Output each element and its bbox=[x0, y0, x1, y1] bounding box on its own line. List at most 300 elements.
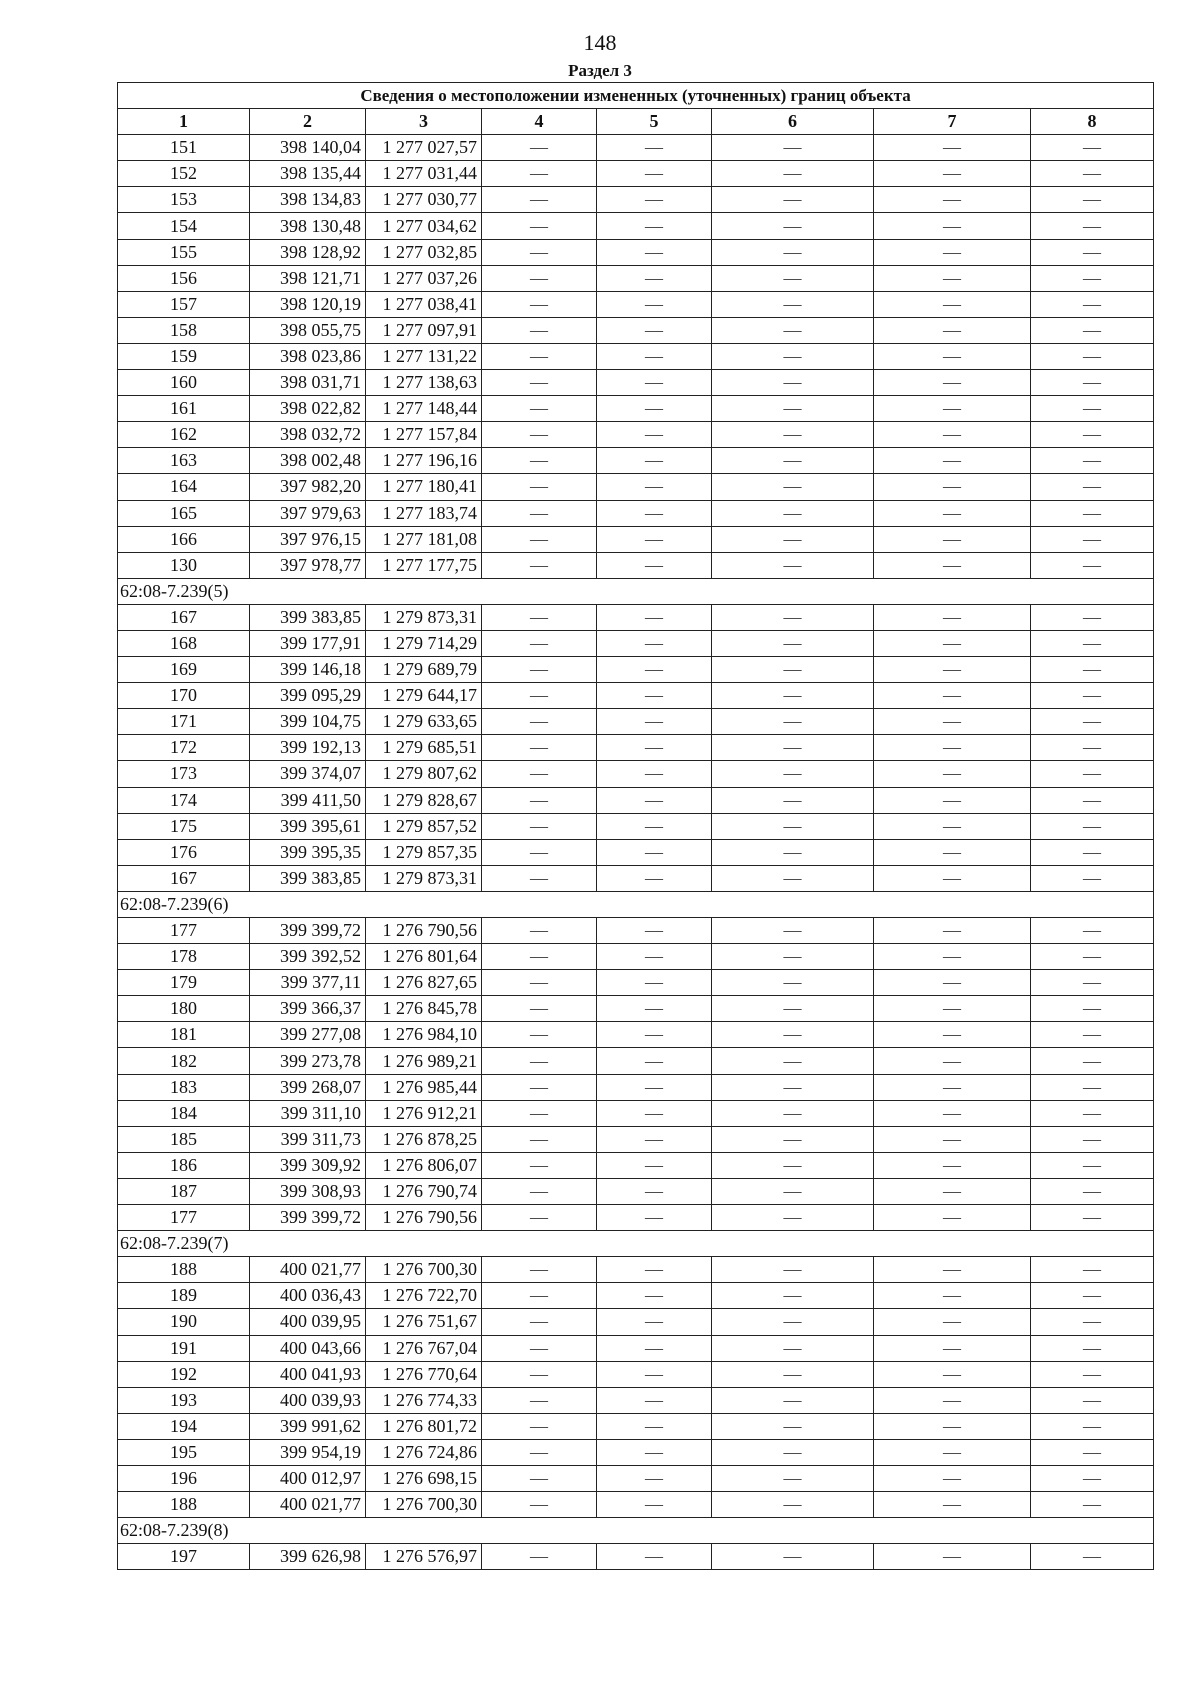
empty-value-cell: — bbox=[874, 1126, 1031, 1152]
empty-value-cell: — bbox=[712, 187, 874, 213]
empty-value-cell: — bbox=[874, 135, 1031, 161]
x-coordinate-cell: 399 395,61 bbox=[250, 813, 366, 839]
x-coordinate-cell: 399 192,13 bbox=[250, 735, 366, 761]
empty-value-cell: — bbox=[597, 1022, 712, 1048]
empty-value-cell: — bbox=[712, 1413, 874, 1439]
table-row bbox=[118, 1205, 1154, 1231]
y-coordinate-cell: 1 279 873,31 bbox=[366, 604, 482, 630]
table-row bbox=[118, 657, 1154, 683]
empty-value-cell: — bbox=[597, 683, 712, 709]
table-row bbox=[118, 1309, 1154, 1335]
empty-value-cell: — bbox=[874, 1387, 1031, 1413]
point-number-cell: 153 bbox=[118, 187, 250, 213]
y-coordinate-cell: 1 277 031,44 bbox=[366, 161, 482, 187]
empty-value-cell: — bbox=[482, 448, 597, 474]
empty-value-cell: — bbox=[1031, 683, 1154, 709]
empty-value-cell: — bbox=[874, 709, 1031, 735]
point-number-cell: 191 bbox=[118, 1335, 250, 1361]
empty-value-cell: — bbox=[1031, 918, 1154, 944]
point-number-cell: 173 bbox=[118, 761, 250, 787]
y-coordinate-cell: 1 276 912,21 bbox=[366, 1100, 482, 1126]
empty-value-cell: — bbox=[597, 135, 712, 161]
empty-value-cell: — bbox=[482, 526, 597, 552]
table-row bbox=[118, 370, 1154, 396]
table-row bbox=[118, 552, 1154, 578]
table-row bbox=[118, 761, 1154, 787]
empty-value-cell: — bbox=[874, 552, 1031, 578]
empty-value-cell: — bbox=[1031, 761, 1154, 787]
empty-value-cell: — bbox=[597, 396, 712, 422]
empty-value-cell: — bbox=[712, 970, 874, 996]
x-coordinate-cell: 399 273,78 bbox=[250, 1048, 366, 1074]
empty-value-cell: — bbox=[482, 161, 597, 187]
empty-value-cell: — bbox=[874, 1413, 1031, 1439]
empty-value-cell: — bbox=[712, 996, 874, 1022]
table-caption-row bbox=[118, 83, 1154, 109]
y-coordinate-cell: 1 277 196,16 bbox=[366, 448, 482, 474]
group-header-row bbox=[118, 891, 1154, 917]
point-number-cell: 166 bbox=[118, 526, 250, 552]
y-coordinate-cell: 1 276 790,56 bbox=[366, 918, 482, 944]
empty-value-cell: — bbox=[874, 265, 1031, 291]
empty-value-cell: — bbox=[712, 1257, 874, 1283]
empty-value-cell: — bbox=[874, 761, 1031, 787]
empty-value-cell: — bbox=[874, 474, 1031, 500]
point-number-cell: 180 bbox=[118, 996, 250, 1022]
y-coordinate-cell: 1 276 801,64 bbox=[366, 944, 482, 970]
x-coordinate-cell: 399 399,72 bbox=[250, 1205, 366, 1231]
empty-value-cell: — bbox=[1031, 422, 1154, 448]
y-coordinate-cell: 1 276 790,56 bbox=[366, 1205, 482, 1231]
empty-value-cell: — bbox=[874, 343, 1031, 369]
table-row bbox=[118, 1257, 1154, 1283]
empty-value-cell: — bbox=[874, 787, 1031, 813]
empty-value-cell: — bbox=[1031, 604, 1154, 630]
empty-value-cell: — bbox=[597, 213, 712, 239]
table-row bbox=[118, 1048, 1154, 1074]
x-coordinate-cell: 399 308,93 bbox=[250, 1178, 366, 1204]
empty-value-cell: — bbox=[712, 448, 874, 474]
empty-value-cell: — bbox=[874, 657, 1031, 683]
empty-value-cell: — bbox=[482, 1100, 597, 1126]
empty-value-cell: — bbox=[874, 1257, 1031, 1283]
empty-value-cell: — bbox=[482, 813, 597, 839]
x-coordinate-cell: 398 121,71 bbox=[250, 265, 366, 291]
x-coordinate-cell: 398 120,19 bbox=[250, 291, 366, 317]
y-coordinate-cell: 1 276 827,65 bbox=[366, 970, 482, 996]
group-header-row bbox=[118, 1518, 1154, 1544]
group-header-row bbox=[118, 1231, 1154, 1257]
empty-value-cell: — bbox=[1031, 526, 1154, 552]
point-number-cell: 185 bbox=[118, 1126, 250, 1152]
point-number-cell: 187 bbox=[118, 1178, 250, 1204]
empty-value-cell: — bbox=[597, 970, 712, 996]
empty-value-cell: — bbox=[1031, 787, 1154, 813]
table-row bbox=[118, 1074, 1154, 1100]
empty-value-cell: — bbox=[482, 422, 597, 448]
empty-value-cell: — bbox=[874, 396, 1031, 422]
empty-value-cell: — bbox=[1031, 1100, 1154, 1126]
empty-value-cell: — bbox=[597, 709, 712, 735]
column-header-3: 3 bbox=[366, 109, 482, 135]
empty-value-cell: — bbox=[874, 1309, 1031, 1335]
empty-value-cell: — bbox=[482, 239, 597, 265]
point-number-cell: 183 bbox=[118, 1074, 250, 1100]
x-coordinate-cell: 398 002,48 bbox=[250, 448, 366, 474]
y-coordinate-cell: 1 277 030,77 bbox=[366, 187, 482, 213]
point-number-cell: 192 bbox=[118, 1361, 250, 1387]
empty-value-cell: — bbox=[712, 1074, 874, 1100]
cadastral-group-label: 62:08-7.239(7) bbox=[118, 1231, 1154, 1257]
table-row bbox=[118, 709, 1154, 735]
empty-value-cell: — bbox=[1031, 1283, 1154, 1309]
y-coordinate-cell: 1 276 576,97 bbox=[366, 1544, 482, 1570]
empty-value-cell: — bbox=[1031, 1439, 1154, 1465]
empty-value-cell: — bbox=[712, 1152, 874, 1178]
empty-value-cell: — bbox=[1031, 343, 1154, 369]
table-row bbox=[118, 343, 1154, 369]
empty-value-cell: — bbox=[1031, 291, 1154, 317]
point-number-cell: 167 bbox=[118, 604, 250, 630]
empty-value-cell: — bbox=[597, 291, 712, 317]
empty-value-cell: — bbox=[874, 1439, 1031, 1465]
empty-value-cell: — bbox=[712, 474, 874, 500]
empty-value-cell: — bbox=[874, 1361, 1031, 1387]
empty-value-cell: — bbox=[874, 291, 1031, 317]
table-row bbox=[118, 970, 1154, 996]
y-coordinate-cell: 1 276 801,72 bbox=[366, 1413, 482, 1439]
x-coordinate-cell: 398 135,44 bbox=[250, 161, 366, 187]
group-header-row bbox=[118, 578, 1154, 604]
x-coordinate-cell: 400 036,43 bbox=[250, 1283, 366, 1309]
empty-value-cell: — bbox=[597, 761, 712, 787]
point-number-cell: 151 bbox=[118, 135, 250, 161]
empty-value-cell: — bbox=[712, 552, 874, 578]
point-number-cell: 178 bbox=[118, 944, 250, 970]
empty-value-cell: — bbox=[1031, 370, 1154, 396]
empty-value-cell: — bbox=[1031, 839, 1154, 865]
empty-value-cell: — bbox=[1031, 735, 1154, 761]
y-coordinate-cell: 1 276 878,25 bbox=[366, 1126, 482, 1152]
table-body bbox=[118, 135, 1154, 1570]
y-coordinate-cell: 1 277 157,84 bbox=[366, 422, 482, 448]
empty-value-cell: — bbox=[482, 1335, 597, 1361]
x-coordinate-cell: 399 177,91 bbox=[250, 630, 366, 656]
empty-value-cell: — bbox=[597, 1439, 712, 1465]
x-coordinate-cell: 399 146,18 bbox=[250, 657, 366, 683]
empty-value-cell: — bbox=[874, 317, 1031, 343]
empty-value-cell: — bbox=[597, 657, 712, 683]
point-number-cell: 186 bbox=[118, 1152, 250, 1178]
empty-value-cell: — bbox=[597, 526, 712, 552]
empty-value-cell: — bbox=[712, 1465, 874, 1491]
x-coordinate-cell: 399 991,62 bbox=[250, 1413, 366, 1439]
table-row bbox=[118, 213, 1154, 239]
empty-value-cell: — bbox=[482, 1048, 597, 1074]
table-row bbox=[118, 291, 1154, 317]
table-row bbox=[118, 1387, 1154, 1413]
empty-value-cell: — bbox=[1031, 265, 1154, 291]
x-coordinate-cell: 397 976,15 bbox=[250, 526, 366, 552]
x-coordinate-cell: 398 031,71 bbox=[250, 370, 366, 396]
y-coordinate-cell: 1 276 845,78 bbox=[366, 996, 482, 1022]
empty-value-cell: — bbox=[482, 1387, 597, 1413]
empty-value-cell: — bbox=[597, 500, 712, 526]
empty-value-cell: — bbox=[482, 1439, 597, 1465]
point-number-cell: 159 bbox=[118, 343, 250, 369]
y-coordinate-cell: 1 276 767,04 bbox=[366, 1335, 482, 1361]
empty-value-cell: — bbox=[712, 161, 874, 187]
y-coordinate-cell: 1 276 722,70 bbox=[366, 1283, 482, 1309]
empty-value-cell: — bbox=[874, 970, 1031, 996]
empty-value-cell: — bbox=[712, 422, 874, 448]
point-number-cell: 194 bbox=[118, 1413, 250, 1439]
empty-value-cell: — bbox=[597, 343, 712, 369]
column-header-2: 2 bbox=[250, 109, 366, 135]
empty-value-cell: — bbox=[874, 944, 1031, 970]
point-number-cell: 169 bbox=[118, 657, 250, 683]
y-coordinate-cell: 1 277 181,08 bbox=[366, 526, 482, 552]
x-coordinate-cell: 399 277,08 bbox=[250, 1022, 366, 1048]
point-number-cell: 158 bbox=[118, 317, 250, 343]
y-coordinate-cell: 1 276 774,33 bbox=[366, 1387, 482, 1413]
empty-value-cell: — bbox=[874, 735, 1031, 761]
empty-value-cell: — bbox=[1031, 187, 1154, 213]
boundary-coordinates-table bbox=[117, 82, 1154, 1570]
x-coordinate-cell: 399 392,52 bbox=[250, 944, 366, 970]
cadastral-group-label: 62:08-7.239(8) bbox=[118, 1518, 1154, 1544]
table-row bbox=[118, 187, 1154, 213]
empty-value-cell: — bbox=[482, 683, 597, 709]
y-coordinate-cell: 1 277 027,57 bbox=[366, 135, 482, 161]
empty-value-cell: — bbox=[1031, 213, 1154, 239]
point-number-cell: 167 bbox=[118, 865, 250, 891]
empty-value-cell: — bbox=[874, 448, 1031, 474]
table-row bbox=[118, 1413, 1154, 1439]
point-number-cell: 152 bbox=[118, 161, 250, 187]
empty-value-cell: — bbox=[712, 813, 874, 839]
empty-value-cell: — bbox=[874, 213, 1031, 239]
empty-value-cell: — bbox=[482, 343, 597, 369]
point-number-cell: 160 bbox=[118, 370, 250, 396]
empty-value-cell: — bbox=[597, 161, 712, 187]
empty-value-cell: — bbox=[712, 1022, 874, 1048]
empty-value-cell: — bbox=[597, 1387, 712, 1413]
empty-value-cell: — bbox=[1031, 1335, 1154, 1361]
empty-value-cell: — bbox=[712, 1439, 874, 1465]
y-coordinate-cell: 1 277 037,26 bbox=[366, 265, 482, 291]
empty-value-cell: — bbox=[597, 996, 712, 1022]
table-row bbox=[118, 1152, 1154, 1178]
empty-value-cell: — bbox=[1031, 239, 1154, 265]
table-row bbox=[118, 396, 1154, 422]
empty-value-cell: — bbox=[712, 1361, 874, 1387]
empty-value-cell: — bbox=[712, 735, 874, 761]
empty-value-cell: — bbox=[482, 709, 597, 735]
x-coordinate-cell: 399 374,07 bbox=[250, 761, 366, 787]
empty-value-cell: — bbox=[874, 1074, 1031, 1100]
empty-value-cell: — bbox=[712, 343, 874, 369]
point-number-cell: 161 bbox=[118, 396, 250, 422]
y-coordinate-cell: 1 277 034,62 bbox=[366, 213, 482, 239]
empty-value-cell: — bbox=[597, 265, 712, 291]
x-coordinate-cell: 398 023,86 bbox=[250, 343, 366, 369]
x-coordinate-cell: 399 383,85 bbox=[250, 604, 366, 630]
x-coordinate-cell: 398 130,48 bbox=[250, 213, 366, 239]
table-row bbox=[118, 787, 1154, 813]
empty-value-cell: — bbox=[712, 683, 874, 709]
empty-value-cell: — bbox=[874, 1178, 1031, 1204]
empty-value-cell: — bbox=[712, 604, 874, 630]
x-coordinate-cell: 399 268,07 bbox=[250, 1074, 366, 1100]
empty-value-cell: — bbox=[597, 1178, 712, 1204]
y-coordinate-cell: 1 277 183,74 bbox=[366, 500, 482, 526]
empty-value-cell: — bbox=[874, 1205, 1031, 1231]
x-coordinate-cell: 400 041,93 bbox=[250, 1361, 366, 1387]
point-number-cell: 177 bbox=[118, 918, 250, 944]
empty-value-cell: — bbox=[597, 1048, 712, 1074]
y-coordinate-cell: 1 276 806,07 bbox=[366, 1152, 482, 1178]
empty-value-cell: — bbox=[1031, 1465, 1154, 1491]
empty-value-cell: — bbox=[1031, 552, 1154, 578]
table-row bbox=[118, 422, 1154, 448]
empty-value-cell: — bbox=[597, 1152, 712, 1178]
empty-value-cell: — bbox=[712, 1126, 874, 1152]
y-coordinate-cell: 1 276 698,15 bbox=[366, 1465, 482, 1491]
y-coordinate-cell: 1 276 790,74 bbox=[366, 1178, 482, 1204]
table-row bbox=[118, 1492, 1154, 1518]
x-coordinate-cell: 398 128,92 bbox=[250, 239, 366, 265]
empty-value-cell: — bbox=[874, 239, 1031, 265]
empty-value-cell: — bbox=[482, 1309, 597, 1335]
y-coordinate-cell: 1 279 857,35 bbox=[366, 839, 482, 865]
empty-value-cell: — bbox=[482, 970, 597, 996]
empty-value-cell: — bbox=[482, 187, 597, 213]
empty-value-cell: — bbox=[712, 291, 874, 317]
empty-value-cell: — bbox=[712, 839, 874, 865]
empty-value-cell: — bbox=[1031, 1074, 1154, 1100]
empty-value-cell: — bbox=[1031, 1022, 1154, 1048]
empty-value-cell: — bbox=[712, 1387, 874, 1413]
empty-value-cell: — bbox=[1031, 944, 1154, 970]
x-coordinate-cell: 399 311,10 bbox=[250, 1100, 366, 1126]
empty-value-cell: — bbox=[482, 865, 597, 891]
empty-value-cell: — bbox=[482, 552, 597, 578]
empty-value-cell: — bbox=[1031, 1309, 1154, 1335]
empty-value-cell: — bbox=[597, 1126, 712, 1152]
point-number-cell: 165 bbox=[118, 500, 250, 526]
empty-value-cell: — bbox=[597, 1465, 712, 1491]
table-row bbox=[118, 1439, 1154, 1465]
y-coordinate-cell: 1 277 148,44 bbox=[366, 396, 482, 422]
empty-value-cell: — bbox=[1031, 474, 1154, 500]
empty-value-cell: — bbox=[712, 1178, 874, 1204]
x-coordinate-cell: 399 377,11 bbox=[250, 970, 366, 996]
table-row bbox=[118, 265, 1154, 291]
empty-value-cell: — bbox=[712, 1283, 874, 1309]
empty-value-cell: — bbox=[874, 370, 1031, 396]
table-row bbox=[118, 1283, 1154, 1309]
empty-value-cell: — bbox=[1031, 1413, 1154, 1439]
y-coordinate-cell: 1 277 177,75 bbox=[366, 552, 482, 578]
table-row bbox=[118, 500, 1154, 526]
y-coordinate-cell: 1 277 032,85 bbox=[366, 239, 482, 265]
point-number-cell: 188 bbox=[118, 1492, 250, 1518]
table-row bbox=[118, 865, 1154, 891]
x-coordinate-cell: 400 012,97 bbox=[250, 1465, 366, 1491]
empty-value-cell: — bbox=[712, 135, 874, 161]
empty-value-cell: — bbox=[1031, 1387, 1154, 1413]
point-number-cell: 184 bbox=[118, 1100, 250, 1126]
point-number-cell: 130 bbox=[118, 552, 250, 578]
empty-value-cell: — bbox=[874, 996, 1031, 1022]
y-coordinate-cell: 1 279 644,17 bbox=[366, 683, 482, 709]
empty-value-cell: — bbox=[597, 918, 712, 944]
empty-value-cell: — bbox=[482, 918, 597, 944]
table-row bbox=[118, 1544, 1154, 1570]
empty-value-cell: — bbox=[482, 1205, 597, 1231]
empty-value-cell: — bbox=[874, 813, 1031, 839]
empty-value-cell: — bbox=[712, 709, 874, 735]
empty-value-cell: — bbox=[482, 500, 597, 526]
empty-value-cell: — bbox=[597, 865, 712, 891]
empty-value-cell: — bbox=[482, 996, 597, 1022]
empty-value-cell: — bbox=[482, 1544, 597, 1570]
empty-value-cell: — bbox=[482, 735, 597, 761]
empty-value-cell: — bbox=[482, 1283, 597, 1309]
y-coordinate-cell: 1 276 751,67 bbox=[366, 1309, 482, 1335]
x-coordinate-cell: 399 395,35 bbox=[250, 839, 366, 865]
empty-value-cell: — bbox=[1031, 709, 1154, 735]
empty-value-cell: — bbox=[597, 1309, 712, 1335]
empty-value-cell: — bbox=[1031, 813, 1154, 839]
x-coordinate-cell: 400 039,93 bbox=[250, 1387, 366, 1413]
y-coordinate-cell: 1 277 180,41 bbox=[366, 474, 482, 500]
point-number-cell: 193 bbox=[118, 1387, 250, 1413]
table-row bbox=[118, 448, 1154, 474]
empty-value-cell: — bbox=[712, 370, 874, 396]
y-coordinate-cell: 1 277 038,41 bbox=[366, 291, 482, 317]
empty-value-cell: — bbox=[874, 865, 1031, 891]
empty-value-cell: — bbox=[1031, 1178, 1154, 1204]
table-row bbox=[118, 813, 1154, 839]
empty-value-cell: — bbox=[597, 474, 712, 500]
x-coordinate-cell: 399 626,98 bbox=[250, 1544, 366, 1570]
table-row bbox=[118, 839, 1154, 865]
empty-value-cell: — bbox=[482, 1074, 597, 1100]
empty-value-cell: — bbox=[874, 1465, 1031, 1491]
empty-value-cell: — bbox=[874, 161, 1031, 187]
x-coordinate-cell: 398 055,75 bbox=[250, 317, 366, 343]
empty-value-cell: — bbox=[1031, 657, 1154, 683]
point-number-cell: 170 bbox=[118, 683, 250, 709]
page-number: 148 bbox=[583, 30, 617, 55]
table-row bbox=[118, 161, 1154, 187]
empty-value-cell: — bbox=[874, 839, 1031, 865]
table-row bbox=[118, 735, 1154, 761]
empty-value-cell: — bbox=[1031, 396, 1154, 422]
point-number-cell: 190 bbox=[118, 1309, 250, 1335]
empty-value-cell: — bbox=[482, 474, 597, 500]
x-coordinate-cell: 400 021,77 bbox=[250, 1492, 366, 1518]
empty-value-cell: — bbox=[874, 1100, 1031, 1126]
point-number-cell: 175 bbox=[118, 813, 250, 839]
point-number-cell: 155 bbox=[118, 239, 250, 265]
point-number-cell: 163 bbox=[118, 448, 250, 474]
point-number-cell: 188 bbox=[118, 1257, 250, 1283]
empty-value-cell: — bbox=[1031, 161, 1154, 187]
table-row bbox=[118, 239, 1154, 265]
